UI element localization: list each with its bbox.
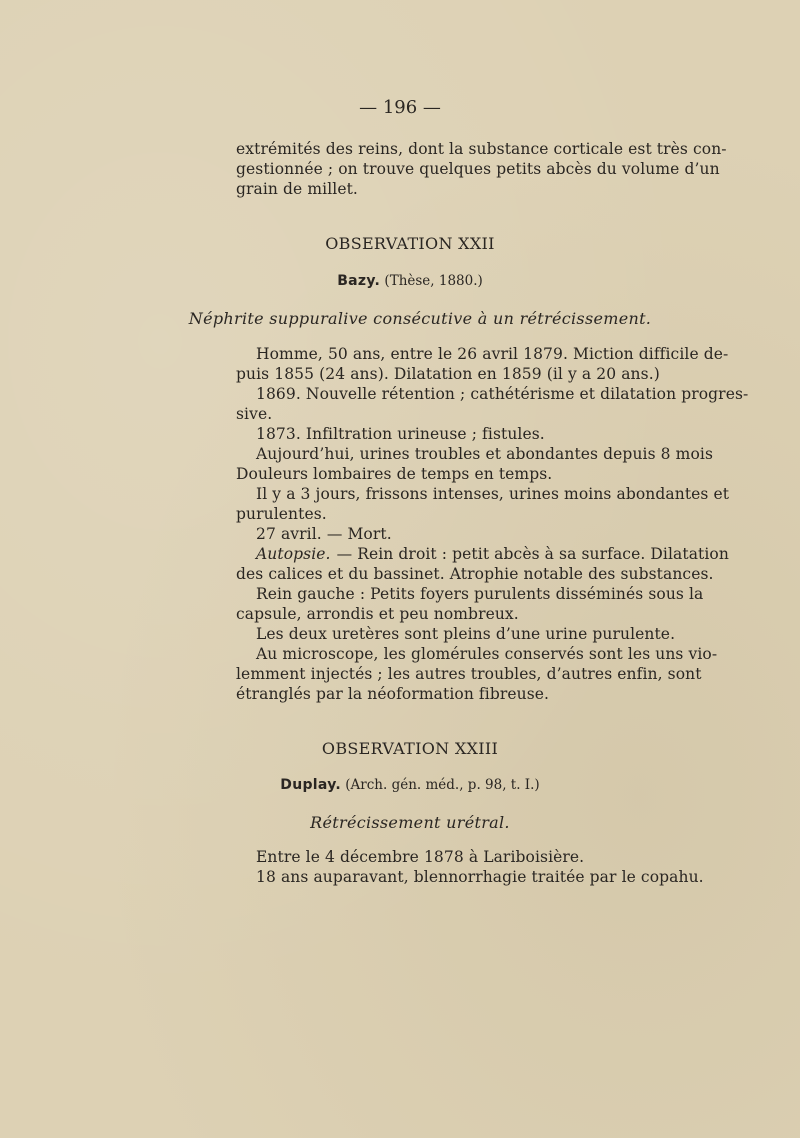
obs22-line-5: 1873. Infiltration urineuse ; fistules. [256,425,545,443]
obs22-line-3: 1869. Nouvelle rétention ; cathétérisme et dilatation progres- [256,385,749,403]
observation-xxii-heading: OBSERVATION XXII [325,234,495,253]
obs22-line-8: Il y a 3 jours, frissons intenses, urines moins abondantes et [256,485,730,503]
obs22-line-1: Homme, 50 ans, entre le 26 avril 1879. Miction difficile de- [256,345,729,363]
intro-line-2: gestionnée ; on trouve quelques petits abcès du volume d’un [236,160,720,178]
observation-xxiii-subtitle: Rétrécissement urétral. [310,813,510,832]
observation-xxii-author [0,273,800,289]
obs22-line-11 [256,544,729,564]
obs22-line-17: lemment injectés ; les autres troubles, d’autres enfin, sont [236,665,702,683]
intro-line-3: grain de millet. [236,180,358,198]
obs22-line-14: capsule, arrondis et peu nombreux. [236,605,519,623]
intro-line-1: extrémités des reins, dont la substance corticale est très con- [236,140,727,158]
author-source: (Arch. gén. méd., p. 98, t. I.) [345,777,540,793]
obs22-line-18: étranglés par la néoformation fibreuse. [236,685,550,703]
page-number: — 196 — [359,97,441,118]
autopsie-label: Autopsie. [256,545,331,563]
obs22-line-6: Aujourd’hui, urines troubles et abondantes depuis 8 mois [256,445,714,463]
obs22-line-9: purulentes. [236,505,327,523]
autopsie-text: — Rein droit : petit abcès à sa surface. Dilatation [336,545,729,563]
author-source: (Thèse, 1880.) [384,273,483,289]
obs22-line-7: Douleurs lombaires de temps en temps. [236,465,553,483]
obs22-line-2: puis 1855 (24 ans). Dilatation en 1859 (il y a 20 ans.) [236,365,660,383]
observation-xxii-subtitle: Néphrite suppuralive consécutive à un rétrécissement. [188,309,652,328]
obs22-line-12: des calices et du bassinet. Atrophie notable des substances. [236,565,714,583]
author-name: Duplay. [280,777,341,793]
observation-xxiii-heading: OBSERVATION XXIII [321,739,499,758]
obs22-line-10: 27 avril. — Mort. [256,525,392,543]
obs22-line-16: Au microscope, les glomérules conservés sont les uns vio- [256,645,718,663]
observation-xxiii-author [0,777,800,793]
author-name: Bazy. [337,273,381,289]
obs23-line-1: Entre le 4 décembre 1878 à Lariboisière. [256,848,585,866]
obs22-line-15: Les deux uretères sont pleins d’une urine purulente. [256,625,676,643]
obs23-line-2: 18 ans auparavant, blennorrhagie traitée par le copahu. [256,868,704,886]
obs22-line-4: sive. [236,405,273,423]
obs22-line-13: Rein gauche : Petits foyers purulents disséminés sous la [256,585,704,603]
